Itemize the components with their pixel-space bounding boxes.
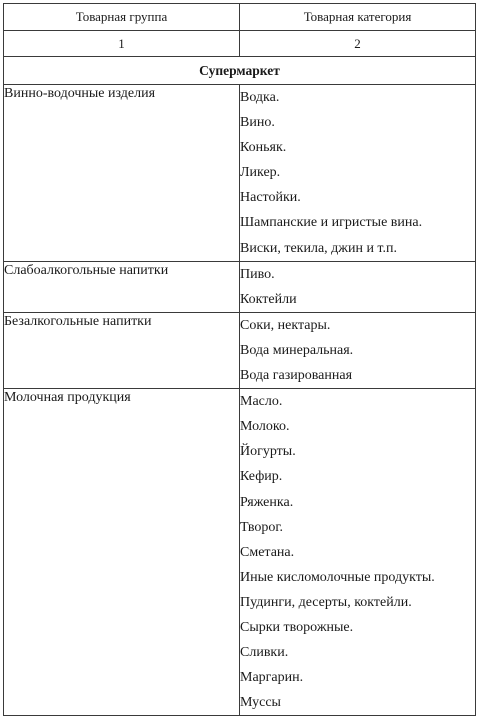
table-row [4, 261, 476, 312]
list-item: Вода газированная [240, 368, 353, 384]
column-number-2: 2 [240, 31, 476, 57]
group-name: Слабоалкогольные напитки [4, 261, 240, 312]
list-item: Ряженка. [240, 494, 294, 510]
column-number-row [4, 31, 476, 57]
group-name: Винно-водочные изделия [4, 85, 240, 262]
list-item: Коньяк. [240, 140, 287, 156]
header-product-group: Товарная группа [4, 4, 240, 31]
section-row [4, 57, 476, 85]
list-item: Вино. [240, 115, 275, 131]
category-list [240, 312, 476, 388]
category-list [240, 261, 476, 312]
list-item: Сырки творожные. [240, 619, 354, 635]
list-item: Сливки. [240, 645, 289, 661]
table-row [4, 85, 476, 262]
list-item: Виски, текила, джин и т.п. [240, 240, 397, 256]
list-item: Пиво. [240, 266, 275, 282]
category-list [240, 85, 476, 262]
list-item: Иные кисломолочные продукты. [240, 569, 435, 585]
list-item: Водка. [240, 90, 280, 105]
list-item: Ликер. [240, 165, 281, 181]
table-row [4, 312, 476, 388]
list-item: Шампанские и игристые вина. [240, 215, 423, 231]
list-item: Кефир. [240, 469, 283, 485]
list-item: Сметана. [240, 544, 295, 560]
table-row [4, 389, 476, 716]
list-item: Маргарин. [240, 670, 304, 686]
group-name: Молочная продукция [4, 389, 240, 716]
list-item: Вода минеральная. [240, 342, 354, 358]
list-item: Масло. [240, 394, 283, 410]
list-item: Коктейли [240, 291, 297, 307]
list-item: Творог. [240, 519, 284, 535]
header-product-category: Товарная категория [240, 4, 476, 31]
list-item: Соки, нектары. [240, 317, 331, 333]
category-list [240, 389, 476, 716]
list-item: Настойки. [240, 190, 301, 206]
list-item: Молоко. [240, 419, 290, 435]
section-title: Супермаркет [4, 57, 476, 85]
group-name: Безалкогольные напитки [4, 312, 240, 388]
header-row [4, 4, 476, 31]
list-item: Йогурты. [240, 444, 296, 460]
column-number-1: 1 [4, 31, 240, 57]
list-item: Пудинги, десерты, коктейли. [240, 594, 412, 610]
list-item: Муссы [240, 695, 281, 711]
product-category-table [3, 3, 476, 716]
